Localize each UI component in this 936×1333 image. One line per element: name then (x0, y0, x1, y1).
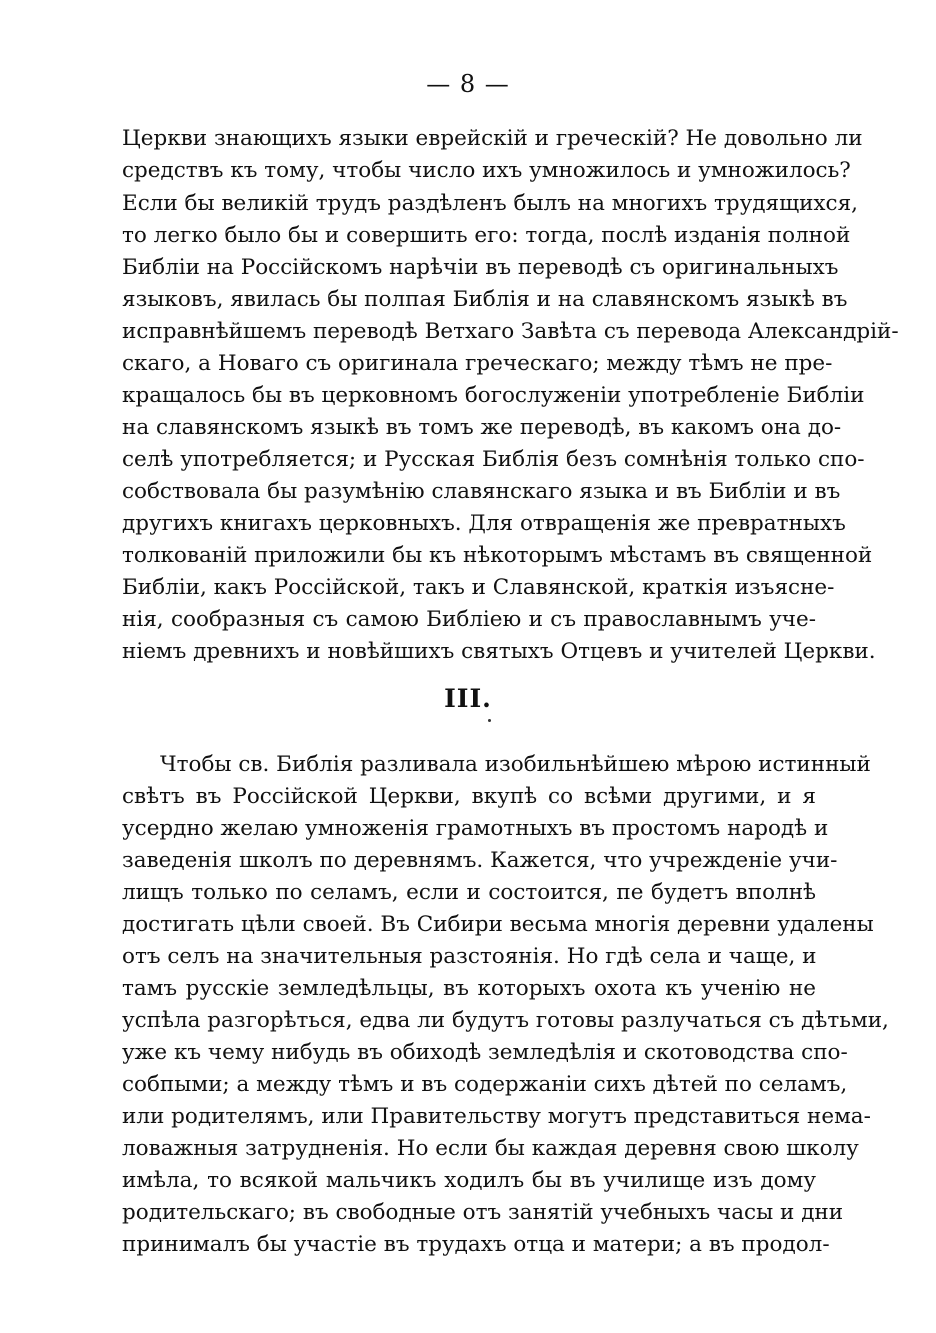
text-line: исправнѣйшемъ переводѣ Ветхаго Завѣта съ перевода Александрій- (122, 319, 899, 344)
text-line: принималъ бы участіе въ трудахъ отца и матери; а въ продол- (122, 1232, 830, 1257)
text-line: другихъ книгахъ церковныхъ. Для отвращенія же превратныхъ (122, 511, 846, 536)
text-line: Если бы великій трудъ раздѣленъ былъ на многихъ трудящихся, (122, 191, 858, 216)
text-line: языковъ, явилась бы полпая Библія и на славянскомъ языкѣ въ (122, 287, 848, 312)
text-line: родительскаго; въ свободные отъ занятій учебныхъ часы и дни (122, 1200, 844, 1225)
text-line: селѣ употребляется; и Русская Библія безъ сомнѣнія только спо- (122, 447, 865, 472)
text-line: уже къ чему нибудь въ обиходѣ земледѣлія и скотоводства спо- (122, 1040, 848, 1065)
text-line: толкованій приложили бы къ нѣкоторымъ мѣстамъ въ священной (122, 543, 873, 568)
text-line: отъ селъ на значительныя разстоянія. Но гдѣ села и чаще, и (122, 944, 817, 969)
text-line: заведенія школъ по деревнямъ. Кажется, что учрежденіе учи- (122, 848, 838, 873)
text-line: собпыми; а между тѣмъ и въ содержаніи сихъ дѣтей по селамъ, (122, 1072, 848, 1097)
text-line: или родителямъ, или Правительству могутъ представиться нема- (122, 1104, 871, 1129)
ink-speck (488, 719, 491, 722)
page-number: — 8 — (426, 70, 510, 98)
text-line: скаго, а Новаго съ оригинала греческаго; между тѣмъ не пре- (122, 351, 833, 376)
text-line: нія, сообразныя съ самою Библіею и съ православнымъ уче- (122, 607, 816, 632)
text-line: достигать цѣли своей. Въ Сибири весьма многія деревни удалены (122, 912, 874, 937)
text-line: то легко было бы и совершить его: тогда, послѣ изданія полной (122, 223, 851, 248)
text-line: тамъ русскіе земледѣльцы, въ которыхъ охота къ ученію не (122, 976, 816, 1001)
section-heading: III. (444, 684, 492, 713)
text-line: лищъ только по селамъ, если и состоится, пе будетъ вполнѣ (122, 880, 816, 905)
text-line: ловажныя затрудненія. Но если бы каждая деревня свою школу (122, 1136, 859, 1161)
text-line: Библіи, какъ Россійской, такъ и Славянской, краткія изъясне- (122, 575, 835, 600)
text-line: на славянскомъ языкѣ въ томъ же переводѣ, въ какомъ она до- (122, 415, 842, 440)
text-line: собствовала бы разумѣнію славянскаго языка и въ Библіи и въ (122, 479, 841, 504)
text-line: свѣтъ въ Россійской Церкви, вкупѣ со всѣми другими, и я (122, 784, 816, 809)
text-line: успѣла разгорѣться, едва ли будутъ готовы разлучаться съ дѣтьми, (122, 1008, 889, 1033)
text-line: средствъ къ тому, чтобы число ихъ умножилось и умножилось? (122, 158, 851, 183)
text-line: Чтобы св. Библія разливала изобильнѣйшею мѣрою истинный (160, 752, 871, 777)
text-line: Церкви знающихъ языки еврейскій и греческій? Не довольно ли (122, 126, 863, 151)
text-line: кращалось бы въ церковномъ богослуженіи употребленіе Библіи (122, 383, 865, 408)
text-line: имѣла, то всякой мальчикъ ходилъ бы въ училище изъ дому (122, 1168, 816, 1193)
text-line: усердно желаю умноженія грамотныхъ въ простомъ народѣ и (122, 816, 829, 841)
text-line: Библіи на Россійскомъ нарѣчіи въ переводѣ съ оригинальныхъ (122, 255, 839, 280)
text-line: ніемъ древнихъ и новѣйшихъ святыхъ Отцевъ и учителей Церкви. (122, 639, 876, 664)
